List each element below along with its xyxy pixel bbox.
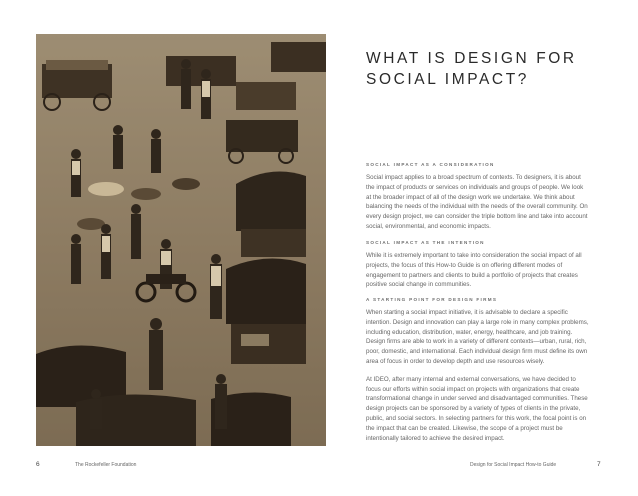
section-heading: SOCIAL IMPACT AS A CONSIDERATION	[366, 162, 495, 167]
section-heading: SOCIAL IMPACT AS THE INTENTION	[366, 240, 485, 245]
section-paragraph: At IDEO, after many internal and external conversations, we have decided to focus our efforts within social impact on projects with organizations that create transformational change in under served and disadvantaged communities. These design projects can be sponsored by a variety of types of clients in the private, public, and social sectors. In selecting partners for this work, the focal point is on the impact that can be created. Likewise, the scope of a project must be intentionally tailored to achieve the desired impact.	[366, 375, 588, 442]
left-footer-text: The Rockefeller Foundation	[75, 462, 137, 468]
left-page-number: 6	[36, 461, 40, 468]
section-paragraph: Social impact applies to a broad spectrum of contexts. To designers, it is about the impact of products or services on individuals and groups of people. We look at the broader impact of all of the design work we undertake. We think about balancing the needs of the individual with the needs of the overall community. On every design project, we can consider the triple bottom line and take into account social, environmental, and economic impacts.	[366, 174, 588, 230]
right-page-number: 7	[597, 461, 601, 468]
section-paragraph: While it is extremely important to take into consideration the social impact of all projects, the focus of this How-to Guide is on offering different modes of engagement to partners and clients to build a portfolio of projects that creates positive social change in communities.	[366, 252, 582, 289]
section-social-impact-intention	[366, 240, 590, 290]
street-market-photo	[36, 34, 326, 446]
page-title-line-2: SOCIAL IMPACT?	[366, 71, 530, 88]
section-paragraph: When starting a social impact initiative, it is advisable to declare a specific intention. Design and innovation can play a large role in many complex problems, including education, distribution, water, energy, healthcare, and job training. Design firms are able to work in a variety of different contexts—urban, rural, rich, poor, domestic, and international. Each individual design firm must define its own area of focus in order to develop depth and use resources wisely.	[366, 309, 589, 365]
section-social-impact-consideration	[366, 162, 590, 232]
section-starting-point	[366, 297, 590, 443]
page-title	[366, 48, 606, 90]
page-title-line-1: WHAT IS DESIGN FOR	[366, 50, 577, 67]
section-heading: A STARTING POINT FOR DESIGN FIRMS	[366, 297, 498, 302]
right-footer-text: Design for Social Impact How-to Guide	[470, 462, 557, 468]
photo-illustration	[36, 34, 326, 446]
